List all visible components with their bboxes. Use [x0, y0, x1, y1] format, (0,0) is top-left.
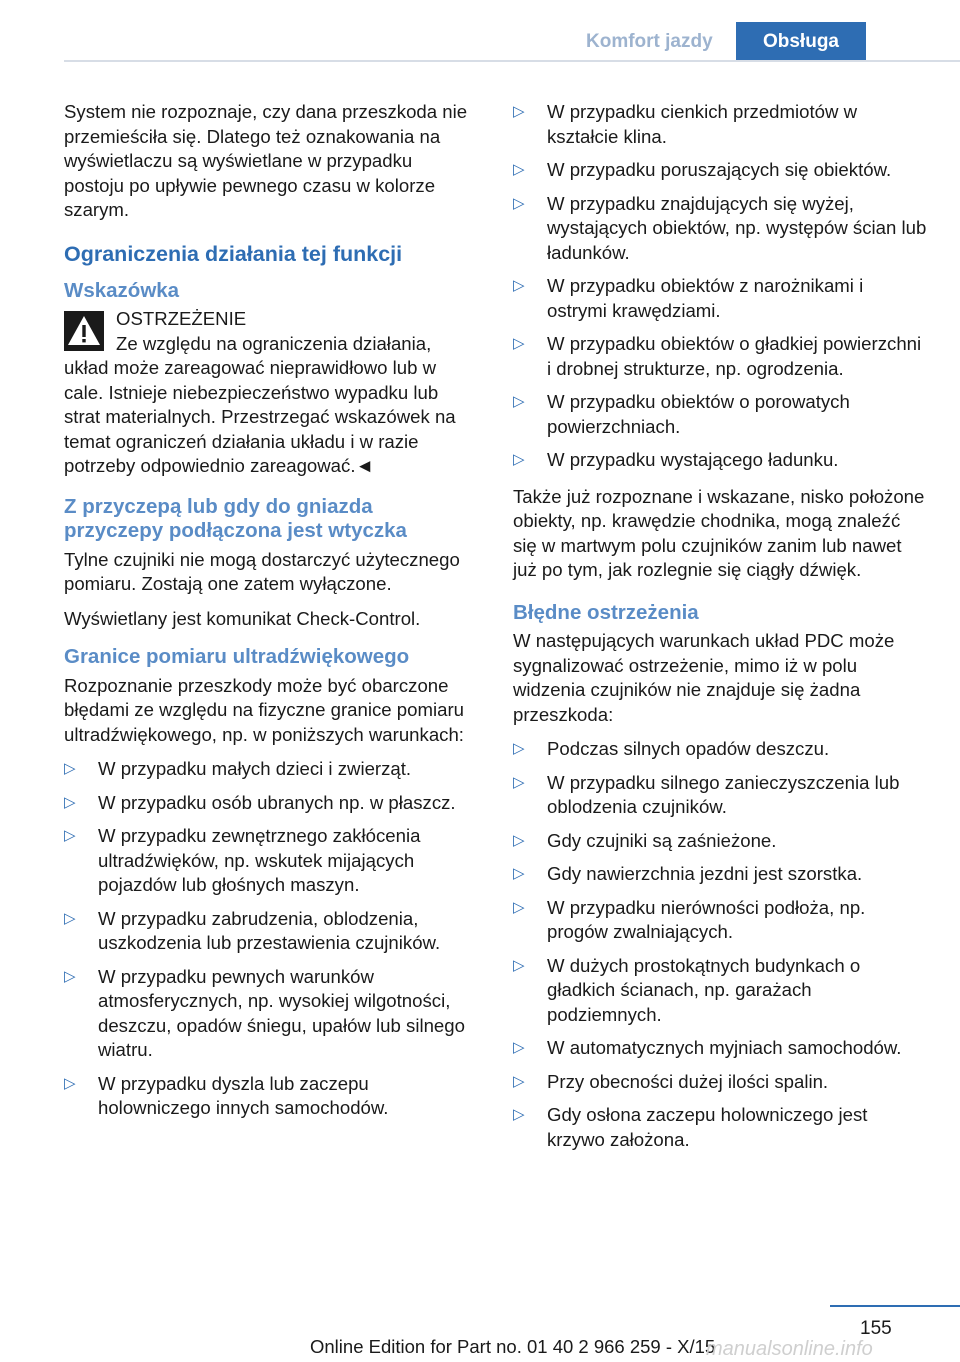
triangle-bullet-icon: ▷	[513, 194, 525, 212]
header-section-title: Komfort jazdy	[586, 31, 713, 52]
list-item: ▷ Gdy osłona zaczepu holowniczego jest krzywo założona.	[513, 1104, 868, 1150]
page-number: 155	[860, 1318, 892, 1339]
list-item: ▷ W przypadku osób ubranych np. w płaszcz.	[64, 791, 476, 816]
list-item: ▷ W przypadku wystającego ładunku.	[513, 448, 928, 473]
list-item: ▷ W przypadku cienkich przedmiotów w kształcie klina.	[513, 101, 858, 147]
list-item: ▷ Przy obecności dużej ilości spalin.	[513, 1070, 928, 1095]
false-warnings-list	[513, 737, 928, 1152]
triangle-bullet-icon: ▷	[513, 1039, 525, 1056]
heading-note: Wskazówka	[64, 278, 180, 302]
triangle-bullet-icon: ▷	[513, 277, 525, 294]
footer-rule	[830, 1305, 960, 1307]
list-item: ▷ W przypadku małych dzieci i zwierząt.	[64, 757, 476, 782]
triangle-bullet-icon: ▷	[513, 451, 525, 468]
triangle-bullet-icon: ▷	[513, 898, 525, 916]
list-item: ▷ W przypadku silnego zanieczyszczenia lub oblodzenia czujników.	[513, 771, 900, 817]
trailer-paragraph-1: Tylne czujniki nie mogą dostarczyć użytecznego pomiaru. Zostają one zatem wyłączone.	[64, 548, 460, 594]
triangle-bullet-icon: ▷	[513, 1106, 525, 1123]
triangle-bullet-icon: ▷	[64, 909, 76, 927]
warning-triangle-icon	[64, 311, 104, 351]
list-item: ▷ W przypadku dyszla lub zaczepu holowniczego innych samochodów.	[64, 1072, 389, 1118]
left-column	[64, 100, 476, 1133]
triangle-bullet-icon: ▷	[513, 161, 525, 178]
heading-limits: Ograniczenia działania tej funkcji	[64, 241, 403, 266]
list-item: ▷ W przypadku znajdujących się wyżej, wystających obiektów, np. występów ścian lub ładunków.	[513, 192, 927, 263]
triangle-bullet-icon: ▷	[513, 865, 525, 882]
header-tab-obsluga: Obsługa	[736, 22, 866, 62]
watermark: manualsonline.info	[706, 1338, 873, 1360]
list-item: ▷ Gdy nawierzchnia jezdni jest szorstka.	[513, 862, 928, 887]
right-column	[513, 100, 928, 1164]
warning-text: układ może zareagować nieprawidłowo lub w cale. Istnieje niebezpieczeństwo wypadku lub strat materialnych. Przestrzegać wskazówek na temat ograniczeń działania układu i w razie potrzeby odpowiednio zareagować.◄	[64, 357, 456, 476]
triangle-bullet-icon: ▷	[513, 103, 525, 120]
warning-box	[64, 307, 476, 479]
list-item: ▷ W przypadku zabrudzenia, oblodzenia, uszkodzenia lub przestawienia czujników.	[64, 907, 441, 953]
triangle-bullet-icon: ▷	[513, 740, 525, 757]
triangle-bullet-icon: ▷	[64, 1074, 76, 1092]
list-item: ▷ W przypadku poruszających się obiektów.	[513, 158, 928, 183]
edition-note: Online Edition for Part no. 01 40 2 966 259 - X/15	[310, 1336, 716, 1357]
list-item: ▷ W przypadku obiektów o porowatych powierzchniach.	[513, 391, 850, 437]
triangle-bullet-icon: ▷	[513, 1072, 525, 1090]
intro-paragraph: System nie rozpoznaje, czy dana przeszkoda nie przemieściła się. Dlatego też oznakowania na wyświetlaczu są wyświetlane w przypadku postoju po upływie pewnego czasu w kolorze szarym.	[64, 101, 468, 220]
triangle-bullet-icon: ▷	[64, 967, 76, 985]
triangle-bullet-icon: ▷	[64, 760, 76, 777]
ultrasonic-paragraph: Rozpoznanie przeszkody może być obarczone błędami ze względu na fizyczne granice pomiaru ultradźwiękowego, np. w poniższych warunkach:	[64, 674, 464, 745]
object-limits-list	[513, 100, 928, 473]
triangle-bullet-icon: ▷	[64, 793, 76, 811]
header-rule	[64, 60, 960, 62]
list-item: ▷ W przypadku zewnętrznego zakłócenia ultradźwięków, np. wskutek mijających pojazdów lub głośnych maszyn.	[64, 825, 421, 895]
list-item: ▷ W przypadku obiektów o gładkiej powierzchni i drobnej strukturze, np. ogrodzenia.	[513, 333, 922, 379]
warning-title: OSTRZEŻENIE	[116, 308, 247, 329]
warning-first-line: Ze względu na ograniczenia działania,	[116, 332, 432, 354]
heading-trailer: Z przyczepą lub gdy do gniazda przyczepy podłączona jest wtyczka	[64, 494, 407, 542]
triangle-bullet-icon: ▷	[513, 831, 525, 849]
triangle-bullet-icon: ▷	[513, 956, 525, 974]
list-item: ▷ Podczas silnych opadów deszczu.	[513, 737, 928, 762]
list-item: ▷ W automatycznych myjniach samochodów.	[513, 1036, 928, 1061]
list-item: ▷ W przypadku nierówności podłoża, np. progów zwalniających.	[513, 896, 866, 942]
triangle-bullet-icon: ▷	[513, 773, 525, 791]
false-warnings-paragraph: W następujących warunkach układ PDC może sygnalizować ostrzeżenie, mimo iż w polu widzenia czujników nie znajduje się żadna przeszkoda:	[513, 630, 895, 725]
heading-ultrasonic: Granice pomiaru ultradźwiękowego	[64, 645, 410, 668]
triangle-bullet-icon: ▷	[513, 335, 525, 352]
known-objects-paragraph: Także już rozpoznane i wskazane, nisko położone obiekty, np. krawędzie chodnika, mogą znaleźć się w martwym polu czujników zanim lub nawet już po tym, jak rozlegnie się ciągły dźwięk.	[513, 485, 925, 580]
heading-false-warnings: Błędne ostrzeżenia	[513, 600, 699, 624]
list-item: ▷ W dużych prostokątnych budynkach o gładkich ścianach, np. garażach podziemnych.	[513, 954, 861, 1025]
trailer-paragraph-2: Wyświetlany jest komunikat Check-Control.	[64, 607, 421, 629]
list-item: ▷ Gdy czujniki są zaśnieżone.	[513, 829, 928, 854]
triangle-bullet-icon: ▷	[64, 827, 76, 844]
list-item: ▷ W przypadku pewnych warunków atmosferycznych, np. wysokiej wilgotności, deszczu, opadów śniegu, upałów lub silnego wiatru.	[64, 965, 465, 1060]
list-item: ▷ W przypadku obiektów z narożnikami i ostrymi krawędziami.	[513, 275, 864, 321]
ultrasonic-list	[64, 757, 476, 1121]
triangle-bullet-icon: ▷	[513, 393, 525, 410]
